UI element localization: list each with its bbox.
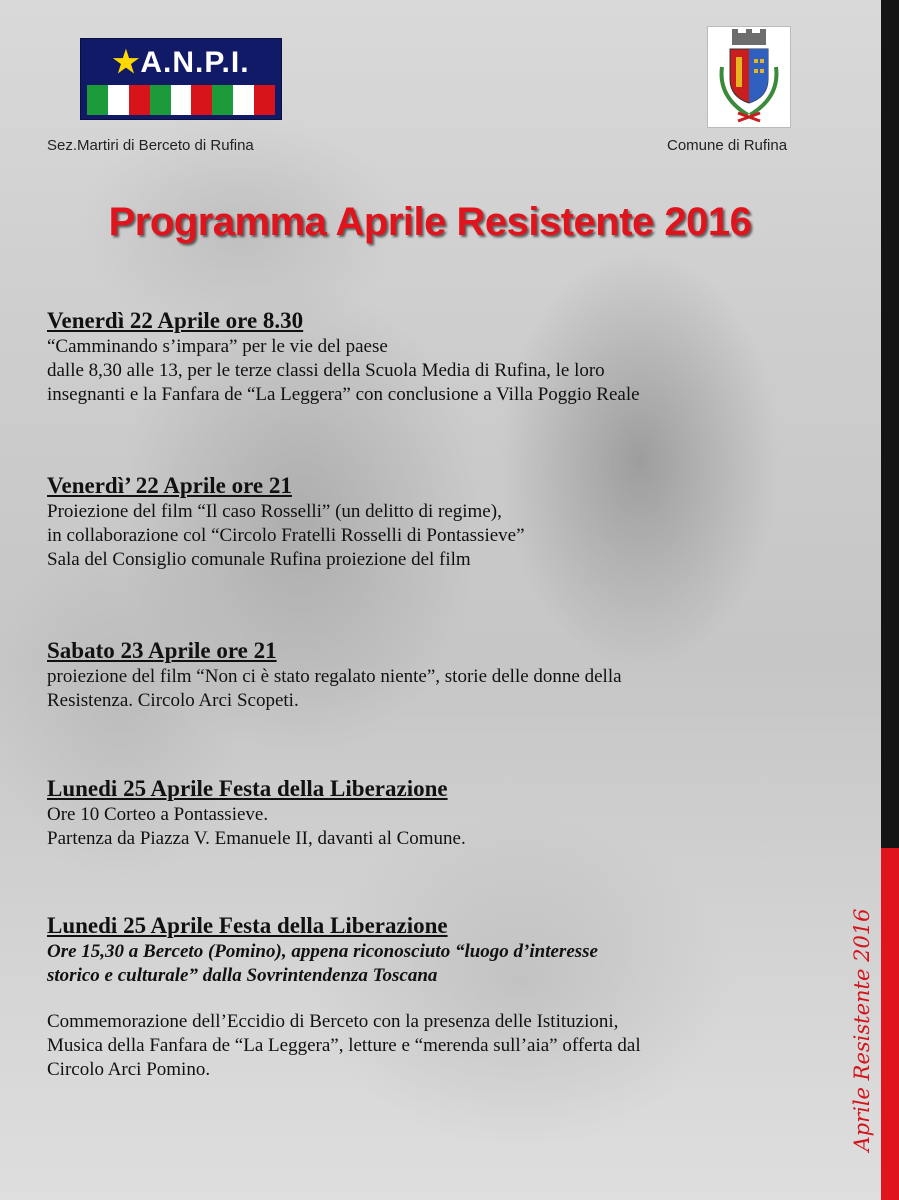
- event-block-2: [47, 472, 813, 572]
- event-block-4: [47, 775, 813, 851]
- anpi-logo-icon: [80, 38, 282, 120]
- rufina-crest-icon: [707, 26, 791, 128]
- event-line: Partenza da Piazza V. Emanuele II, davanti al Comune.: [47, 828, 466, 849]
- event-heading: Venerdì’ 22 Aprile ore 21: [47, 473, 292, 498]
- event-heading: Lunedi 25 Aprile Festa della Liberazione: [47, 913, 448, 938]
- event-line: insegnanti e la Fanfara de “La Leggera” con conclusione a Villa Poggio Reale: [47, 384, 640, 405]
- municipality-caption: Comune di Rufina: [667, 137, 788, 154]
- side-bar-red: [881, 848, 899, 1200]
- event-line: proiezione del film “Non ci è stato regalato niente”, storie delle donne della: [47, 666, 622, 687]
- event-line: Circolo Arci Pomino.: [47, 1059, 211, 1080]
- anpi-section-caption: Sez.Martiri di Berceto di Rufina: [47, 137, 254, 154]
- event-line: in collaborazione col “Circolo Fratelli Rosselli di Pontassieve”: [47, 525, 525, 546]
- event-line: Musica della Fanfara de “La Leggera”, letture e “merenda sull’aia” offerta dal: [47, 1035, 641, 1056]
- event-line: Sala del Consiglio comunale Rufina proiezione del film: [47, 549, 471, 570]
- event-block-5: [47, 912, 813, 1082]
- event-line: Ore 10 Corteo a Pontassieve.: [47, 804, 269, 825]
- event-heading: Venerdì 22 Aprile ore 8.30: [47, 308, 304, 333]
- anpi-logo-text: ★A.N.P.I.: [112, 46, 250, 79]
- event-heading: Sabato 23 Aprile ore 21: [47, 638, 277, 663]
- event-block-3: [47, 637, 813, 713]
- event-heading: Lunedi 25 Aprile Festa della Liberazione: [47, 776, 448, 801]
- spacer: [47, 988, 813, 1010]
- event-line-highlight: storico e culturale” dalla Sovrintendenza Toscana: [47, 965, 438, 986]
- event-line: Resistenza. Circolo Arci Scopeti.: [47, 690, 299, 711]
- event-line: “Camminando s’impara” per le vie del paese: [47, 336, 388, 357]
- vertical-side-text: Aprile Resistente 2016: [850, 908, 874, 1152]
- italian-flag-stripes: [87, 85, 275, 115]
- event-line: dalle 8,30 alle 13, per le terze classi della Scuola Media di Rufina, le loro: [47, 360, 605, 381]
- event-block-1: [47, 307, 813, 407]
- event-line: Proiezione del film “Il caso Rosselli” (un delitto di regime),: [47, 501, 502, 522]
- event-line-highlight: Ore 15,30 a Berceto (Pomino), appena riconosciuto “luogo d’interesse: [47, 941, 598, 962]
- page-title: Programma Aprile Resistente 2016: [108, 200, 752, 244]
- event-line: Commemorazione dell’Eccidio di Berceto con la presenza delle Istituzioni,: [47, 1011, 619, 1032]
- side-bar-black: [881, 0, 899, 848]
